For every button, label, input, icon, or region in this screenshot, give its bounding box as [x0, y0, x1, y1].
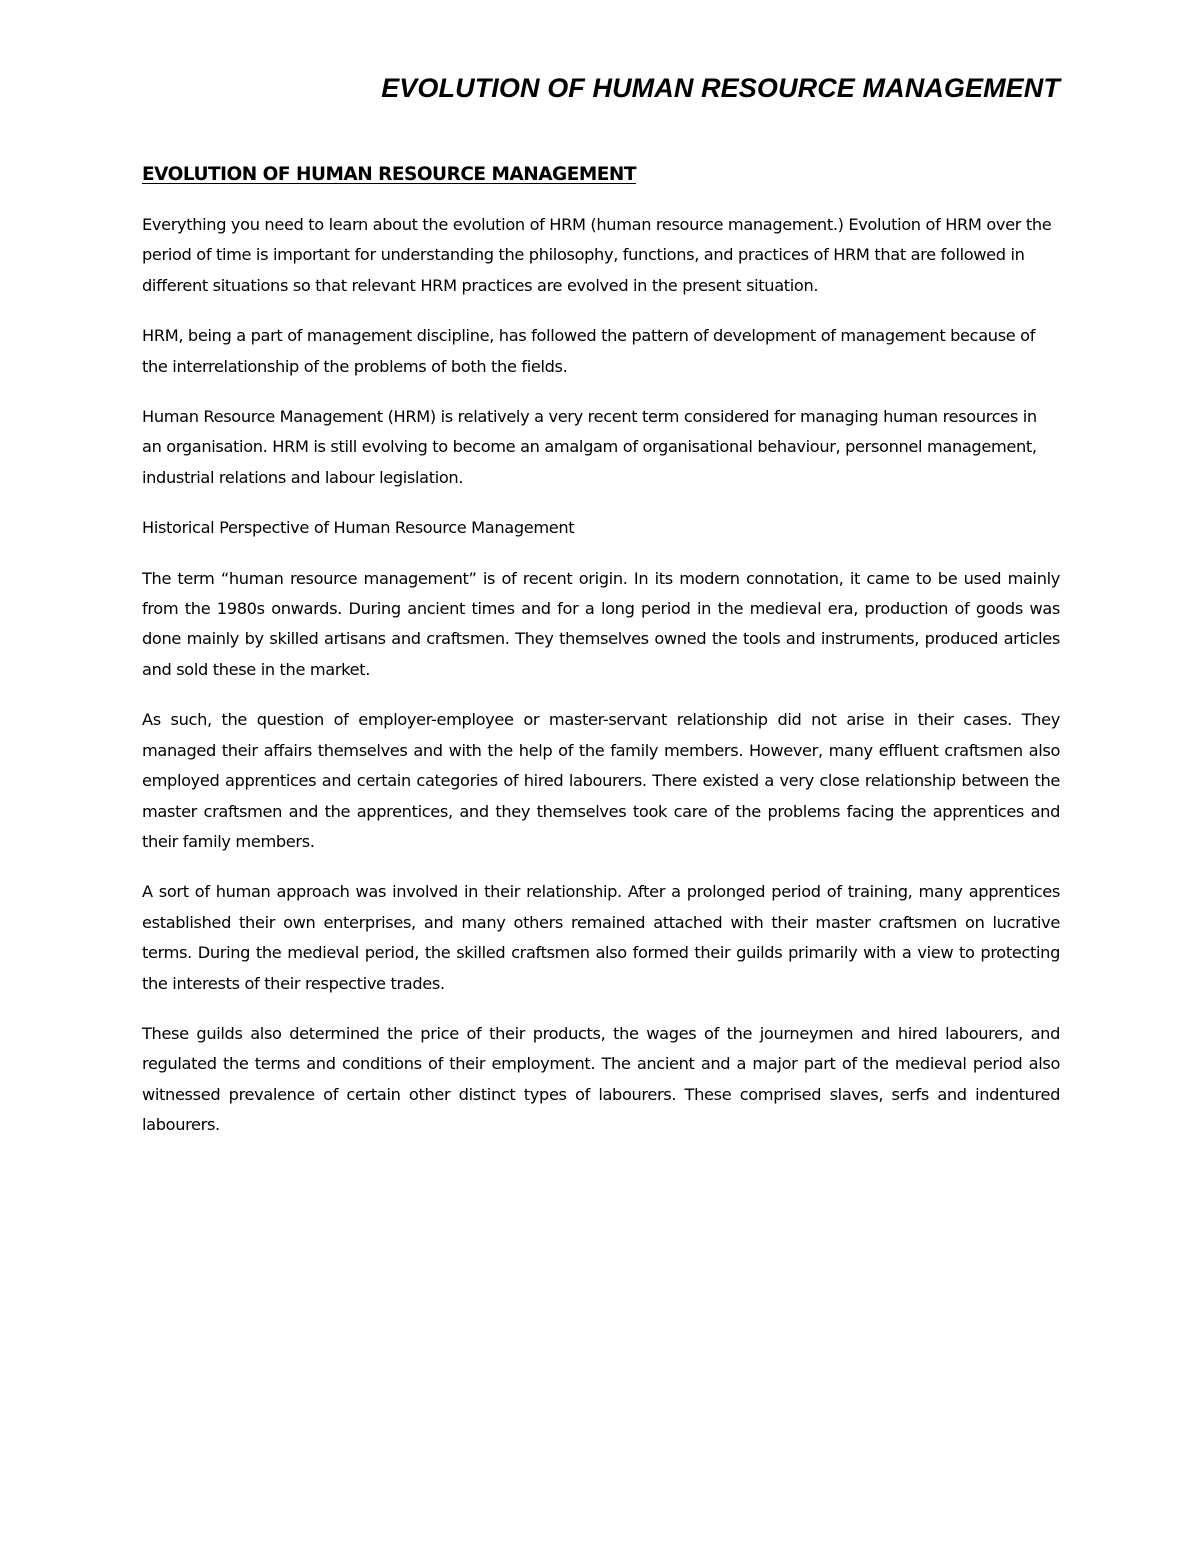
paragraph-employer-relationship: As such, the question of employer-employee or master-servant relationship did not arise in their cases. They managed their affairs themselves and with the help of the family members. However, many effluent craftsmen also employed apprentices and certain categories of hired labourers. There existed a very close relationship between the master craftsmen and the apprentices, and they themselves took care of the problems facing the apprentices and their family members.: [142, 710, 1060, 851]
paragraph-intro: Everything you need to learn about the evolution of HRM (human resource management.) Evolution of HRM over the period of time is important for understanding the philosophy, functions, and practices of HRM that are followed in different situations so that relevant HRM practices are evolved in the present situation.: [142, 215, 1052, 295]
paragraph-term-origin: The term “human resource management” is of recent origin. In its modern connotation, it came to be used mainly from the 1980s onwards. During ancient times and for a long period in the medieval era, production of goods was done mainly by skilled artisans and craftsmen. They themselves owned the tools and instruments, produced articles and sold these in the market.: [142, 568, 1060, 679]
paragraph-guilds: These guilds also determined the price of their products, the wages of the journeymen and hired labourers, and regulated the terms and conditions of their employment. The ancient and a major part of the medieval period also witnessed prevalence of certain other distinct types of labourers. These comprised slaves, serfs and indentured labourers.: [142, 1023, 1060, 1135]
page-header-title: EVOLUTION OF HUMAN RESOURCE MANAGEMENT: [381, 73, 1060, 103]
paragraph-human-approach: A sort of human approach was involved in their relationship. After a prolonged period of training, many apprentices established their own enterprises, and many others remained attached with their master craftsmen on lucrative terms. During the medieval period, the skilled craftsmen also formed their guilds primarily with a view to protecting the interests of their respective trades.: [142, 882, 1060, 993]
paragraph-hrm-definition: Human Resource Management (HRM) is relatively a very recent term considered for managing human resources in an organisation. HRM is still evolving to become an amalgam of organisational behaviour, personnel management, industrial relations and labour legislation.: [142, 407, 1037, 487]
paragraph-hrm-discipline: HRM, being a part of management discipline, has followed the pattern of development of management because of the interrelationship of the problems of both the fields.: [142, 326, 1036, 376]
document-body: [142, 160, 1060, 1161]
document-heading: EVOLUTION OF HUMAN RESOURCE MANAGEMENT: [142, 164, 636, 185]
subheading-historical-perspective: Historical Perspective of Human Resource Management: [142, 518, 575, 538]
